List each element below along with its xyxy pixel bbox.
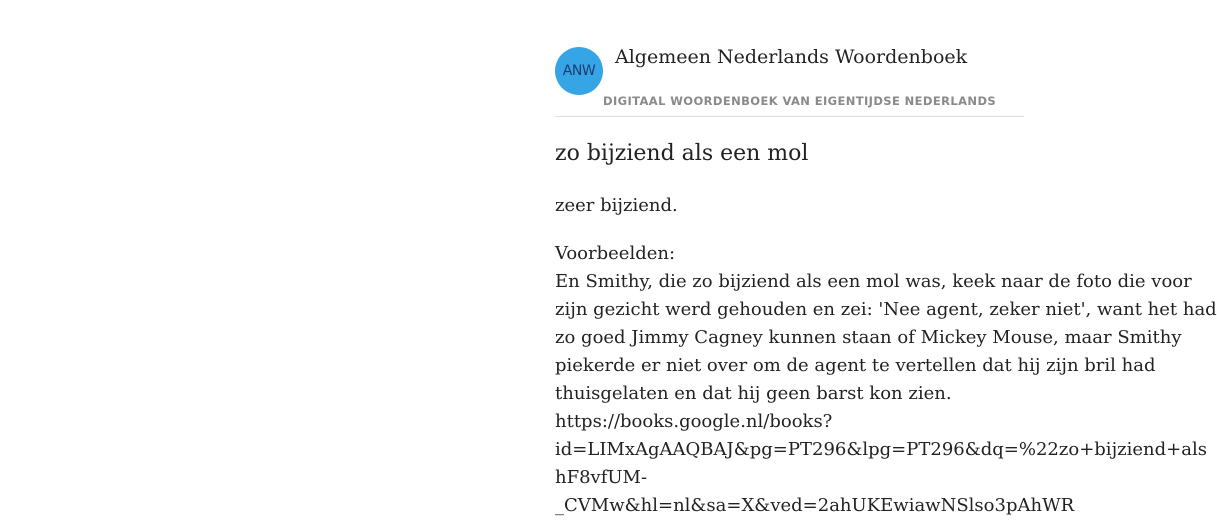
dictionary-panel: [555, 0, 1217, 516]
example-line: zijn gezicht werd gehouden en zei: 'Nee agent, zeker niet', want het had: [555, 299, 1217, 320]
example-line: zo goed Jimmy Cagney kunnen staan of Mickey Mouse, maar Smithy: [555, 327, 1182, 348]
source-url-line[interactable]: hF8vfUM-: [555, 467, 648, 488]
entry-definition: zeer bijziend.: [555, 195, 678, 216]
source-url-line[interactable]: _CVMw&hl=nl&sa=X&ved=2ahUKEwiawNSlso3pAhWR: [555, 495, 1075, 516]
entry-title: zo bijziend als een mol: [555, 141, 809, 166]
examples-section: [555, 240, 1217, 520]
examples-label: Voorbeelden:: [555, 243, 676, 264]
example-line: En Smithy, die zo bijziend als een mol was, keek naar de foto die voor: [555, 271, 1192, 292]
site-header: [555, 0, 1024, 117]
source-url-line[interactable]: https://books.google.nl/books?: [555, 411, 833, 432]
source-url-line[interactable]: id=LIMxAgAAQBAJ&pg=PT296&lpg=PT296&dq=%22zo+bijziend+als: [555, 439, 1207, 460]
site-title-link[interactable]: Algemeen Nederlands Woordenboek: [615, 46, 968, 68]
site-subtitle: DIGITAAL WOORDENBOEK VAN EIGENTIJDSE NEDERLANDS: [603, 94, 997, 108]
anw-logo[interactable]: [555, 47, 603, 95]
logo-text: ANW: [562, 63, 596, 79]
example-line: thuisgelaten en dat hij geen barst kon zien.: [555, 383, 952, 404]
example-line: piekerde er niet over om de agent te vertellen dat hij zijn bril had: [555, 355, 1156, 376]
